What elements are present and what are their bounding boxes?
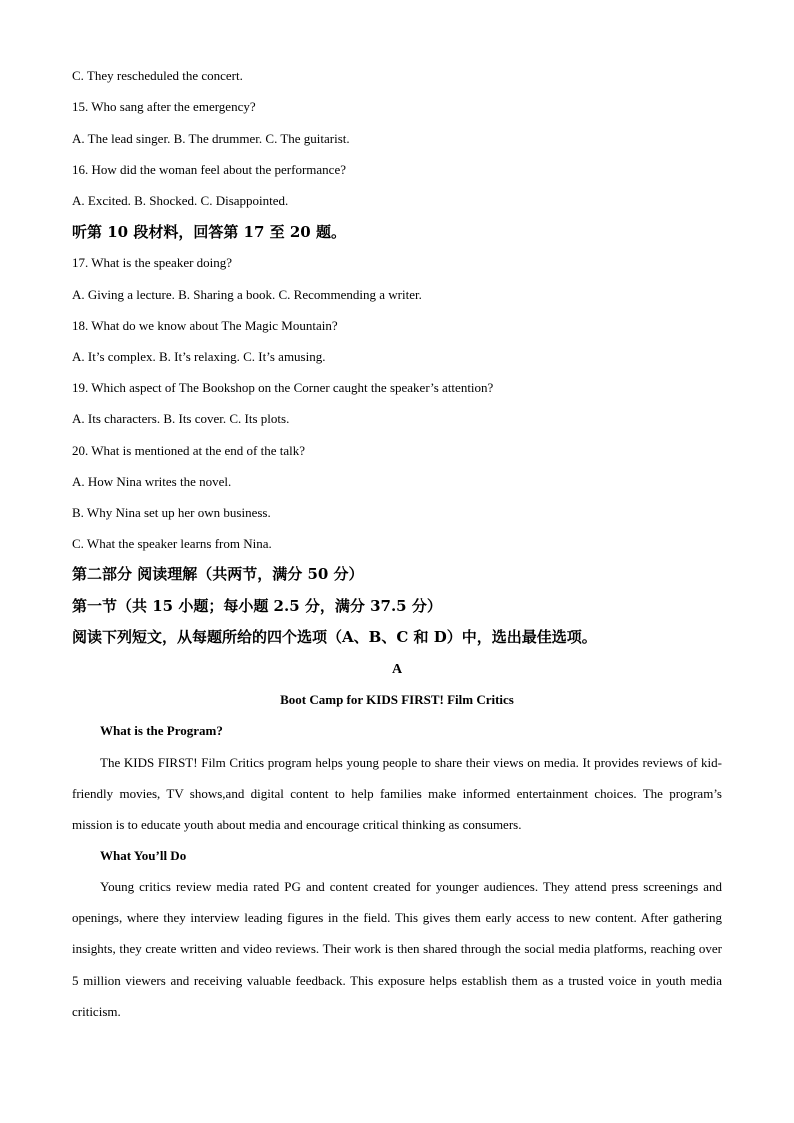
question-19-options: A. Its characters. B. Its cover. C. Its plots. (72, 411, 290, 426)
question-17: 17. What is the speaker doing? (72, 255, 233, 270)
passage-title: Boot Camp for KIDS FIRST! Film Critics (280, 692, 514, 707)
question-20-option-c: C. What the speaker learns from Nina. (72, 536, 272, 551)
question-19: 19. Which aspect of The Bookshop on the Corner caught the speaker’s attention? (72, 380, 494, 395)
paragraph-program: The KIDS FIRST! Film Critics program helps young people to share their views on media. It provides reviews of kid-friendly movies, TV shows,and digital content to help families make informed entertainment choices. The program’s mission is to educate youth about media and encourage critical thinking as consumers. (72, 755, 722, 833)
question-20-option-a: A. How Nina writes the novel. (72, 474, 232, 489)
question-18: 18. What do we know about The Magic Mountain? (72, 318, 338, 333)
section-heading-program: What is the Program? (100, 723, 223, 738)
question-15-options: A. The lead singer. B. The drummer. C. The guitarist. (72, 131, 350, 146)
question-20-option-b: B. Why Nina set up her own business. (72, 505, 271, 520)
paragraph-what-you-do: Young critics review media rated PG and content created for younger audiences. They attend press screenings and openings, where they interview leading figures in the field. This gives them early access to new content. After gathering insights, they create written and video reviews. Their work is then shared through the social media platforms, reaching over 5 million viewers and receiving valuable feedback. This exposure helps establish them as a trusted voice in youth media criticism. (72, 879, 722, 1019)
question-18-options: A. It’s complex. B. It’s relaxing. C. It’s amusing. (72, 349, 326, 364)
section-heading-what-you-do: What You’ll Do (100, 848, 187, 863)
question-17-options: A. Giving a lecture. B. Sharing a book. C. Recommending a writer. (72, 287, 422, 302)
section-1-title: 第一节（共 15 小题；每小题 2.5 分，满分 37.5 分） (72, 597, 442, 615)
question-15: 15. Who sang after the emergency? (72, 99, 256, 114)
question-16: 16. How did the woman feel about the performance? (72, 162, 346, 177)
passage-letter: A (391, 662, 403, 677)
reading-instruction: 阅读下列短文，从每题所给的四个选项（A、B、C 和 D）中，选出最佳选项。 (72, 628, 597, 646)
part-2-title: 第二部分 阅读理解（共两节，满分 50 分） (72, 565, 364, 583)
question-16-options: A. Excited. B. Shocked. C. Disappointed. (72, 193, 289, 208)
question-20: 20. What is mentioned at the end of the talk? (72, 443, 305, 458)
question-14-option-c: C. They rescheduled the concert. (72, 68, 243, 83)
section-10-instruction: 听第 10 段材料，回答第 17 至 20 题。 (72, 223, 346, 241)
